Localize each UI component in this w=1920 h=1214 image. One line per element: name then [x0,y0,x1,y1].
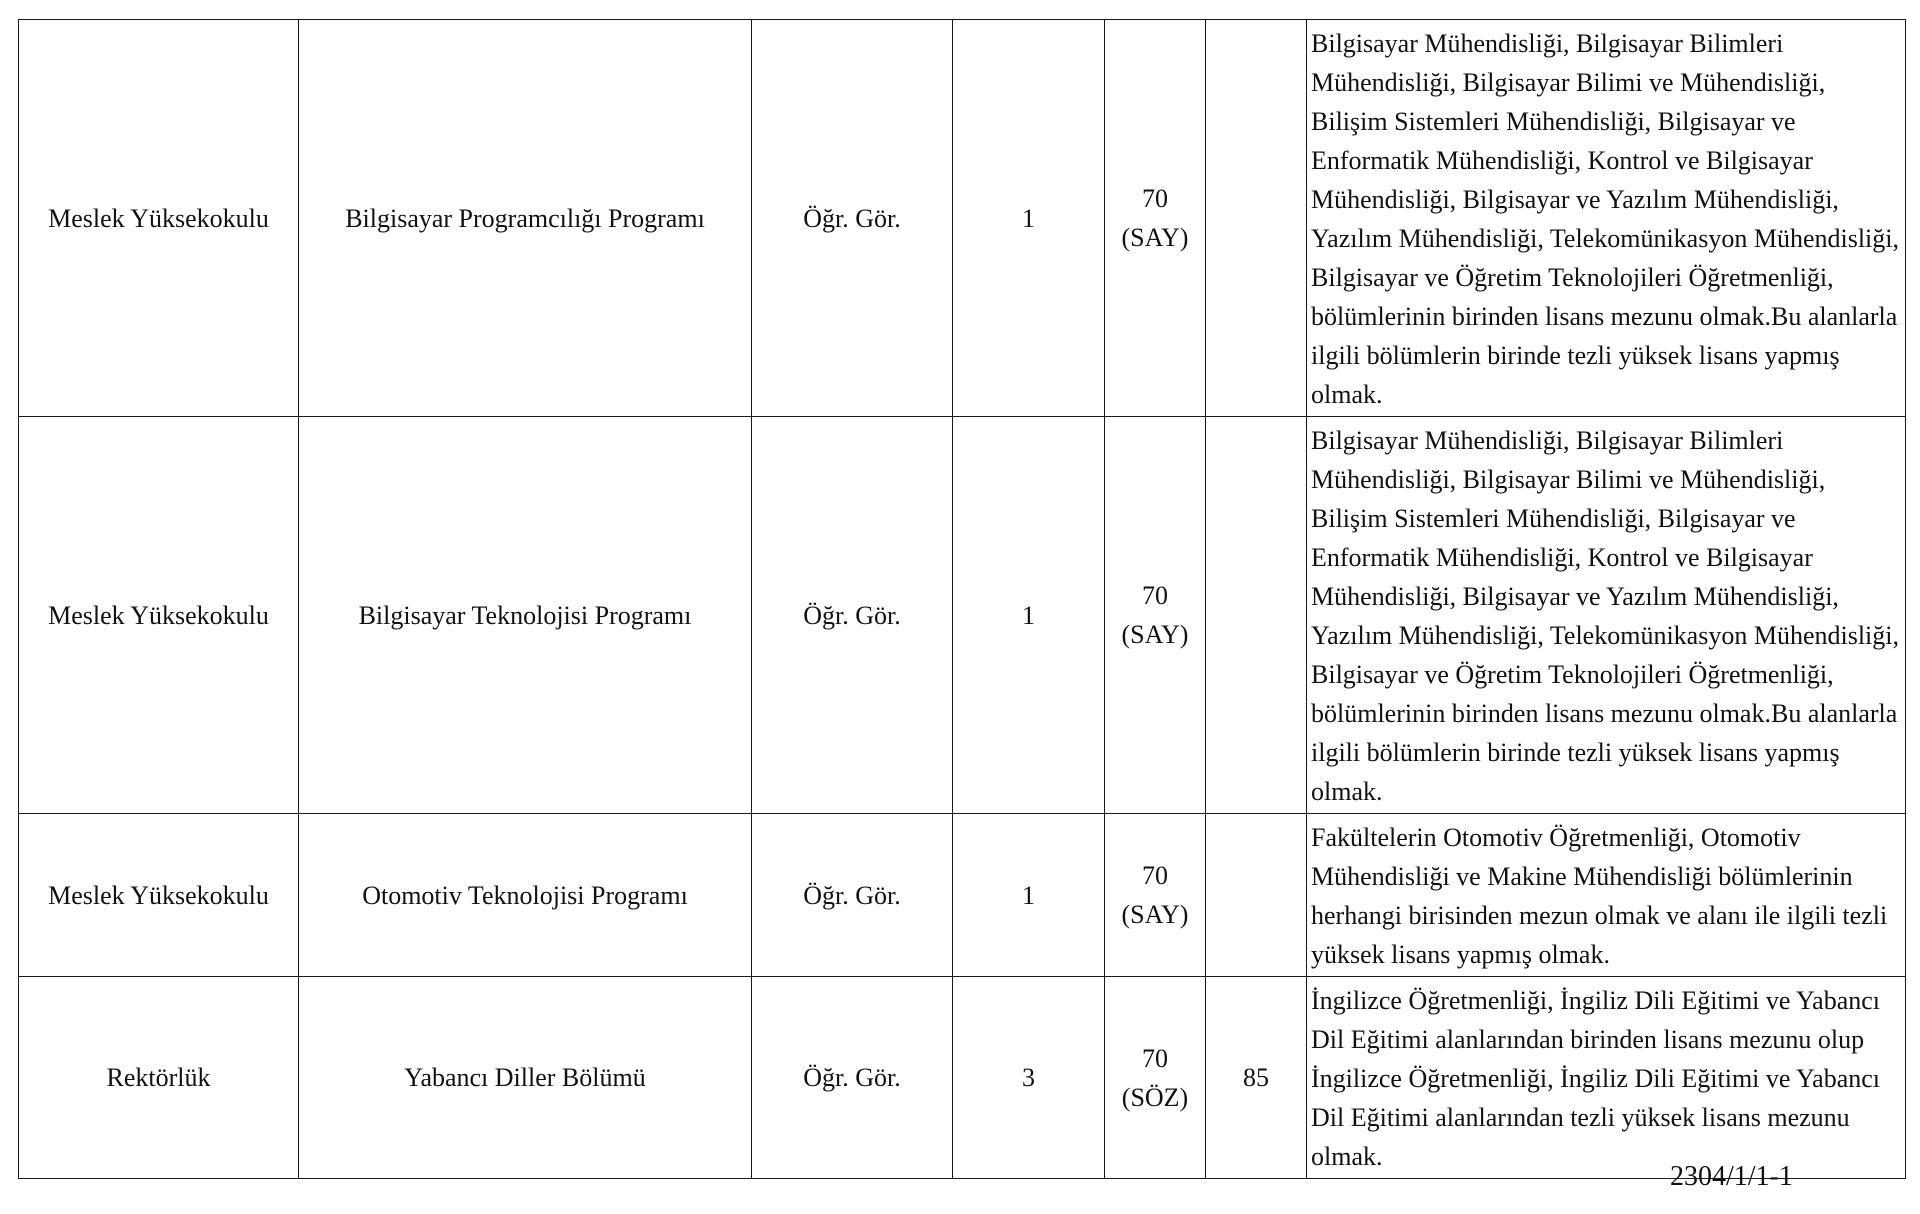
ales-score: 70 [1142,861,1168,890]
requirements-cell: Bilgisayar Mühendisliği, Bilgisayar Bilimleri Mühendisliği, Bilgisayar Bilimi ve Mühendisliği, Bilişim Sistemleri Mühendisliği, Bilgisayar ve Enformatik Mühendisliği, Kontrol ve Bilgisayar Mühendisliği, Bilgisayar ve Yazılım Mühendisliği, Yazılım Mühendisliği, Telekomünikasyon Mühendisliği, Bilgisayar ve Öğretim Teknolojileri Öğretmenliği, bölümlerinin birinden lisans mezunu olmak.Bu alanlarla ilgili bölümlerin birinde tezli yüksek lisans yapmış olmak. [1307,20,1906,417]
count-cell: 1 [953,814,1105,977]
unit-cell: Meslek Yüksekokulu [19,814,299,977]
ales-type: (SÖZ) [1121,1082,1189,1112]
ales-type: (SAY) [1121,900,1189,929]
ales-score: 70 [1142,1043,1168,1073]
ales-type: (SAY) [1121,620,1189,649]
ales-cell [1105,417,1206,814]
language-score-cell [1206,20,1307,417]
unit-cell: Rektörlük [19,977,299,1179]
table-row [19,814,1906,977]
ales-score: 70 [1142,581,1168,610]
ales-score: 70 [1142,184,1168,213]
unit-cell: Meslek Yüksekokulu [19,20,299,417]
ales-cell [1105,814,1206,977]
table-row [19,20,1906,417]
requirements-cell: İngilizce Öğretmenliği, İngiliz Dili Eğitimi ve Yabancı Dil Eğitimi alanlarından birinden lisans mezunu olup İngilizce Öğretmenliği, İngiliz Dili Eğitimi ve Yabancı Dil Eğitimi alanlarından tezli yüksek lisans mezunu olmak. [1307,977,1906,1179]
ales-cell [1105,20,1206,417]
position-listing-table [18,19,1906,1179]
title-cell: Öğr. Gör. [752,417,953,814]
count-cell: 3 [953,977,1105,1179]
language-score-cell: 85 [1206,977,1307,1179]
document-code: 2304/1/1-1 [1670,1161,1793,1192]
title-cell: Öğr. Gör. [752,20,953,417]
language-score-cell [1206,417,1307,814]
department-cell: Yabancı Diller Bölümü [299,977,752,1179]
ales-type: (SAY) [1121,223,1189,252]
requirements-cell: Fakültelerin Otomotiv Öğretmenliği, Otomotiv Mühendisliği ve Makine Mühendisliği bölümlerinin herhangi birisinden mezun olmak ve alanı ile ilgili tezli yüksek lisans yapmış olmak. [1307,814,1906,977]
requirements-cell: Bilgisayar Mühendisliği, Bilgisayar Bilimleri Mühendisliği, Bilgisayar Bilimi ve Mühendisliği, Bilişim Sistemleri Mühendisliği, Bilgisayar ve Enformatik Mühendisliği, Kontrol ve Bilgisayar Mühendisliği, Bilgisayar ve Yazılım Mühendisliği, Yazılım Mühendisliği, Telekomünikasyon Mühendisliği, Bilgisayar ve Öğretim Teknolojileri Öğretmenliği, bölümlerinin birinden lisans mezunu olmak.Bu alanlarla ilgili bölümlerin birinde tezli yüksek lisans yapmış olmak. [1307,417,1906,814]
department-cell: Otomotiv Teknolojisi Programı [299,814,752,977]
department-cell: Bilgisayar Programcılığı Programı [299,20,752,417]
title-cell: Öğr. Gör. [752,814,953,977]
count-cell: 1 [953,20,1105,417]
unit-cell: Meslek Yüksekokulu [19,417,299,814]
title-cell: Öğr. Gör. [752,977,953,1179]
ales-cell [1105,977,1206,1179]
table-row [19,977,1906,1179]
table-row [19,417,1906,814]
language-score-cell [1206,814,1307,977]
count-cell: 1 [953,417,1105,814]
department-cell: Bilgisayar Teknolojisi Programı [299,417,752,814]
